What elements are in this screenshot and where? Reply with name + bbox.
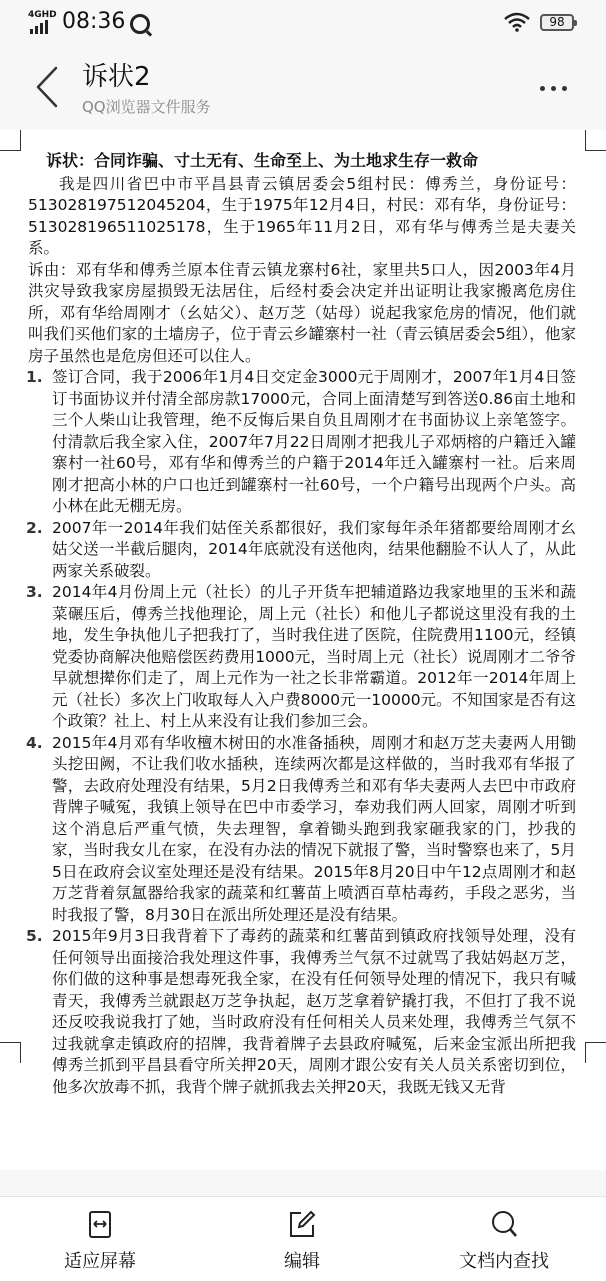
page-subtitle: QQ浏览器文件服务: [82, 98, 211, 116]
find-in-document-label: 文档内查找: [459, 1251, 549, 1272]
fit-screen-label: 适应屏幕: [64, 1251, 136, 1272]
list-item-text: 2007年一2014年我们姑侄关系都很好，我们家每年杀年猪都要给周刚才幺姑父送一半截后腿肉，2014年底就没有送他肉，结果他翻脸不认人了，从此两家关系破裂。: [52, 518, 576, 580]
list-item-text: 2015年4月邓有华收檀木树田的水准备插秧，周刚才和赵万芝夫妻两人用锄头挖田阙，不让我们收水插秧，连续两次都是这样做的，当时我邓有华报了警，去政府处理没有结果，5月2日我傅秀兰和邓有华夫妻两人去巴中市政府背牌子喊冤，我镇上领导在巴中市委学习，奉劝我们两人回家，周刚才听到这个消息后严重气愤，失去理智，拿着锄头跑到我家砸我家的门，抄我的家，当时我女儿在家，在没有办法的情况下就报了警，当时警察也来了，5月5日在政府会议室处理还是没有结果。2015年8月20日中午12点周刚才和赵万芝背着氛氲器给我家的蔬菜和红薯苗上喷洒百草枯毒药，手段之恶劣，当时我报了警，8月30日在派出所处理还是没有结果。: [52, 733, 576, 924]
intro-paragraph: 我是四川省巴中市平昌县青云镇居委会5组村民：傅秀兰，身份证号：513028197512045204，生于1975年12月4日，村民：邓有华，身份证号：513028196511025178，生于1965年11月2日，邓有华与傅秀兰是夫妻关系。: [28, 174, 576, 257]
edit-button[interactable]: [232, 1209, 372, 1273]
reason-paragraph: 诉由：邓有华和傅秀兰原本住青云镇龙寨村6社，家里共5口人，因2003年4月洪灾导致我家房屋损毁无法居住，后经村委会决定并出证明让我家搬离危房住所，邓有华给周刚才（幺姑父）、赵万芝（姑母）说起我家危房的情况，他们就叫我们买他们家的土墙房子，位于青云乡罐寨村一社（青云镇居委会5组），他家房子虽然也是危房但还可以住人。: [28, 260, 576, 365]
document-heading: 诉状：合同诈骗、寸土无有、生命至上、为土地求生存一救命: [46, 151, 479, 170]
document-body: [0, 150, 606, 1098]
edit-label: 编辑: [284, 1251, 320, 1272]
chevron-left-icon: [28, 62, 68, 112]
status-bar: [0, 0, 606, 48]
battery-icon: 98: [540, 14, 574, 31]
more-dots-icon: [540, 86, 545, 91]
list-item: [26, 582, 576, 733]
qq-browser-notification-icon: [130, 14, 150, 34]
list-item-text: 2015年9月3日我背着下了毒药的蔬菜和红薯苗到镇政府找领导处理，没有任何领导出面接洽我处理这件事，我傅秀兰气氛不过就骂了我姑妈赵万芝，你们做的这种事是想毒死我全家，在没有任何领导处理的情况下，我只有喊青天，我傅秀兰就跟赵万芝争执起，赵万芝拿着铲撬打我，不但打了我不说还反咬我说我打了她，当时政府没有任何相关人员来处理，我傅秀兰气氛不过我就拿走镇政府的招牌，我背着牌子去县政府喊冤，后来金宝派出所把我傅秀兰抓到平昌县看守所关押20天，周刚才跟公安有关人员关系密切到位，他多次放毒不抓，我背个牌子就抓我去关押20天，我既无钱又无背: [52, 927, 576, 1096]
bottom-toolbar: [0, 1196, 606, 1281]
edit-icon: [287, 1209, 317, 1239]
list-item: [26, 733, 576, 927]
list-item-number: 5.: [26, 927, 43, 945]
network-type: 4GHD: [28, 10, 57, 20]
more-button[interactable]: [540, 76, 580, 100]
document-viewer[interactable]: [0, 130, 606, 1170]
list-item: [26, 926, 576, 1098]
search-icon: [489, 1209, 519, 1239]
clock: 08:36: [62, 9, 126, 34]
list-item-text: 签订合同，我于2006年1月4日交定金3000元于周刚才，2007年1月4日签订书面协议并付清全部房款17000元，合同上面清楚写到答送0.86亩土地和三个人柴山让我管理，绝不反悔后果自负且周刚才在书面协议上亲笔签字。付清款后我全家入住，2007年7月22日周刚才把我儿子邓炳榕的户籍迁入罐寨村一社60号，邓有华和傅秀兰的户籍于2014年迁入罐寨村一社。后来周刚才把高小林的户口也迁到罐寨村一社60号，一个户籍号出现两个户头。高小林在此无棚无房。: [52, 368, 576, 515]
list-item-number: 2.: [26, 518, 43, 537]
list-item-text: 2014年4月份周上元（社长）的儿子开货车把辅道路边我家地里的玉米和蔬菜碾压后，傅秀兰找他理论，周上元（社长）和他儿子都说这里没有我的土地，发生争执他儿子把我打了，当时我住进了医院，住院费用1100元，经镇党委协商解决他赔偿医药费用1000元，当时周上元（社长）说周刚才二爷爷早就想撵你们走了，周上元作为一社之长非常霸道。2012年一2014年周上元（社长）多次上门收取每人入户费8000元一10000元。不知国家是否有这个政策？社上、村上从来没有让我们参加三会。: [52, 583, 576, 730]
list-item-number: 1.: [26, 368, 43, 386]
page-title: 诉状2: [82, 62, 151, 92]
fit-screen-button[interactable]: [30, 1209, 170, 1273]
crop-mark: [0, 130, 21, 151]
list-item-number: 4.: [26, 733, 43, 752]
signal-icon: [28, 12, 58, 34]
list-item: [26, 367, 576, 518]
back-button[interactable]: [28, 62, 68, 112]
crop-mark: [585, 130, 606, 151]
list-item: [26, 518, 576, 583]
title-bar: [0, 48, 606, 130]
fit-screen-icon: [85, 1209, 115, 1239]
list-item-number: 3.: [26, 583, 43, 601]
wifi-icon: [504, 12, 530, 32]
find-in-document-button[interactable]: [434, 1209, 574, 1273]
